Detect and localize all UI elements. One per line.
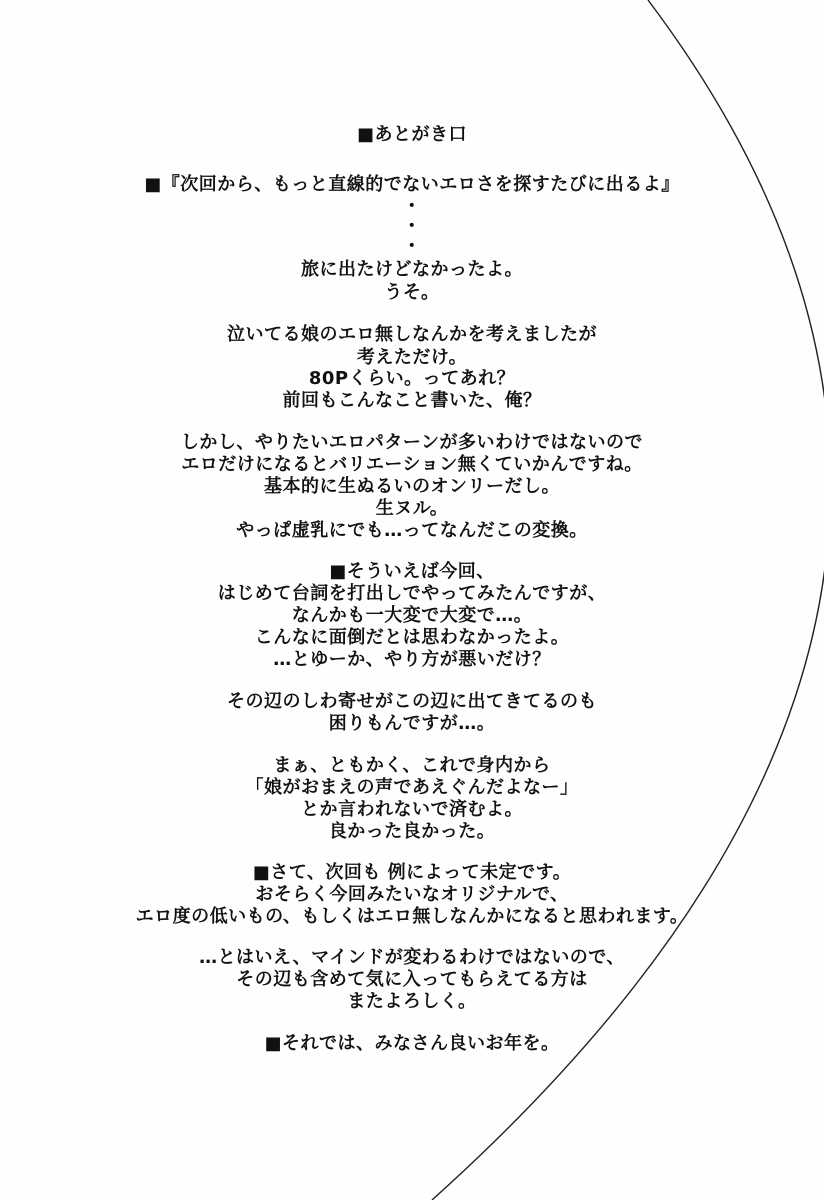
text-line: …とゆーか、やり方が悪いだけ？ bbox=[273, 649, 551, 670]
ellipsis-dot: ・ bbox=[402, 196, 422, 217]
text-line: 「娘がおまえの声であえぐんだよなー」 bbox=[245, 777, 579, 798]
text-line: うそ。 bbox=[384, 282, 440, 303]
text-line: 考えただけ。 bbox=[356, 347, 468, 368]
text-line: またよろしく。 bbox=[347, 991, 477, 1012]
text-line: エロだけになるとバリエーション無くていかんですね。 bbox=[181, 454, 643, 475]
text-line: 生ヌル。 bbox=[375, 498, 449, 519]
text-line: 泣いてる娘のエロ無しなんかを考えましたが bbox=[227, 324, 597, 345]
text-line: まぁ、ともかく、これで身内から bbox=[273, 755, 551, 776]
afterword-heading: ■あとがき口 bbox=[356, 124, 467, 145]
closing-line: ■それでは、みなさん良いお年を。 bbox=[264, 1033, 560, 1054]
text-line: 良かった良かった。 bbox=[328, 821, 496, 842]
text-line: 前回もこんなこと書いた、俺？ bbox=[282, 390, 542, 411]
ellipsis-dot: ・ bbox=[402, 236, 422, 257]
text-line: やっぱ虚乳にでも…ってなんだこの変換。 bbox=[236, 520, 588, 541]
text-line: 80Pくらい。ってあれ？ bbox=[308, 368, 516, 389]
text-line: エロ度の低いもの、もしくはエロ無しなんかになると思われます。 bbox=[135, 906, 689, 927]
text-line: おそらく今回みたいなオリジナルで、 bbox=[255, 884, 569, 905]
text-line: その辺のしわ寄せがこの辺に出てきてるのも bbox=[227, 691, 597, 712]
text-line: なんかも一大変で大変で…。 bbox=[291, 605, 533, 626]
text-line: ■さて、次回も 例によって未定です。 bbox=[252, 862, 572, 883]
text-line: 基本的に生ぬるいのオンリーだし。 bbox=[264, 476, 560, 497]
text-line: とか言われないで済むよ。 bbox=[301, 799, 523, 820]
text-line: その辺も含めて気に入ってもらえてる方は bbox=[236, 969, 588, 990]
text-line: ■そういえば今回、 bbox=[329, 561, 495, 582]
text-line: しかし、やりたいエロパターンが多いわけではないので bbox=[180, 432, 644, 453]
text-line: こんなに面倒だとは思わなかったよ。 bbox=[254, 627, 570, 648]
text-line: 困りもんですが…。 bbox=[328, 713, 496, 734]
ellipsis-dot: ・ bbox=[402, 216, 422, 237]
text-line: …とはいえ、マインドが変わるわけではないので、 bbox=[199, 947, 625, 968]
quote-line: ■『次回から、もっと直線的でないエロさを探すたびに出るよ』 bbox=[144, 174, 680, 195]
text-line: はじめて台詞を打出しでやってみたんですが、 bbox=[217, 583, 607, 604]
text-line: 旅に出たけどなかったよ。 bbox=[301, 259, 523, 280]
